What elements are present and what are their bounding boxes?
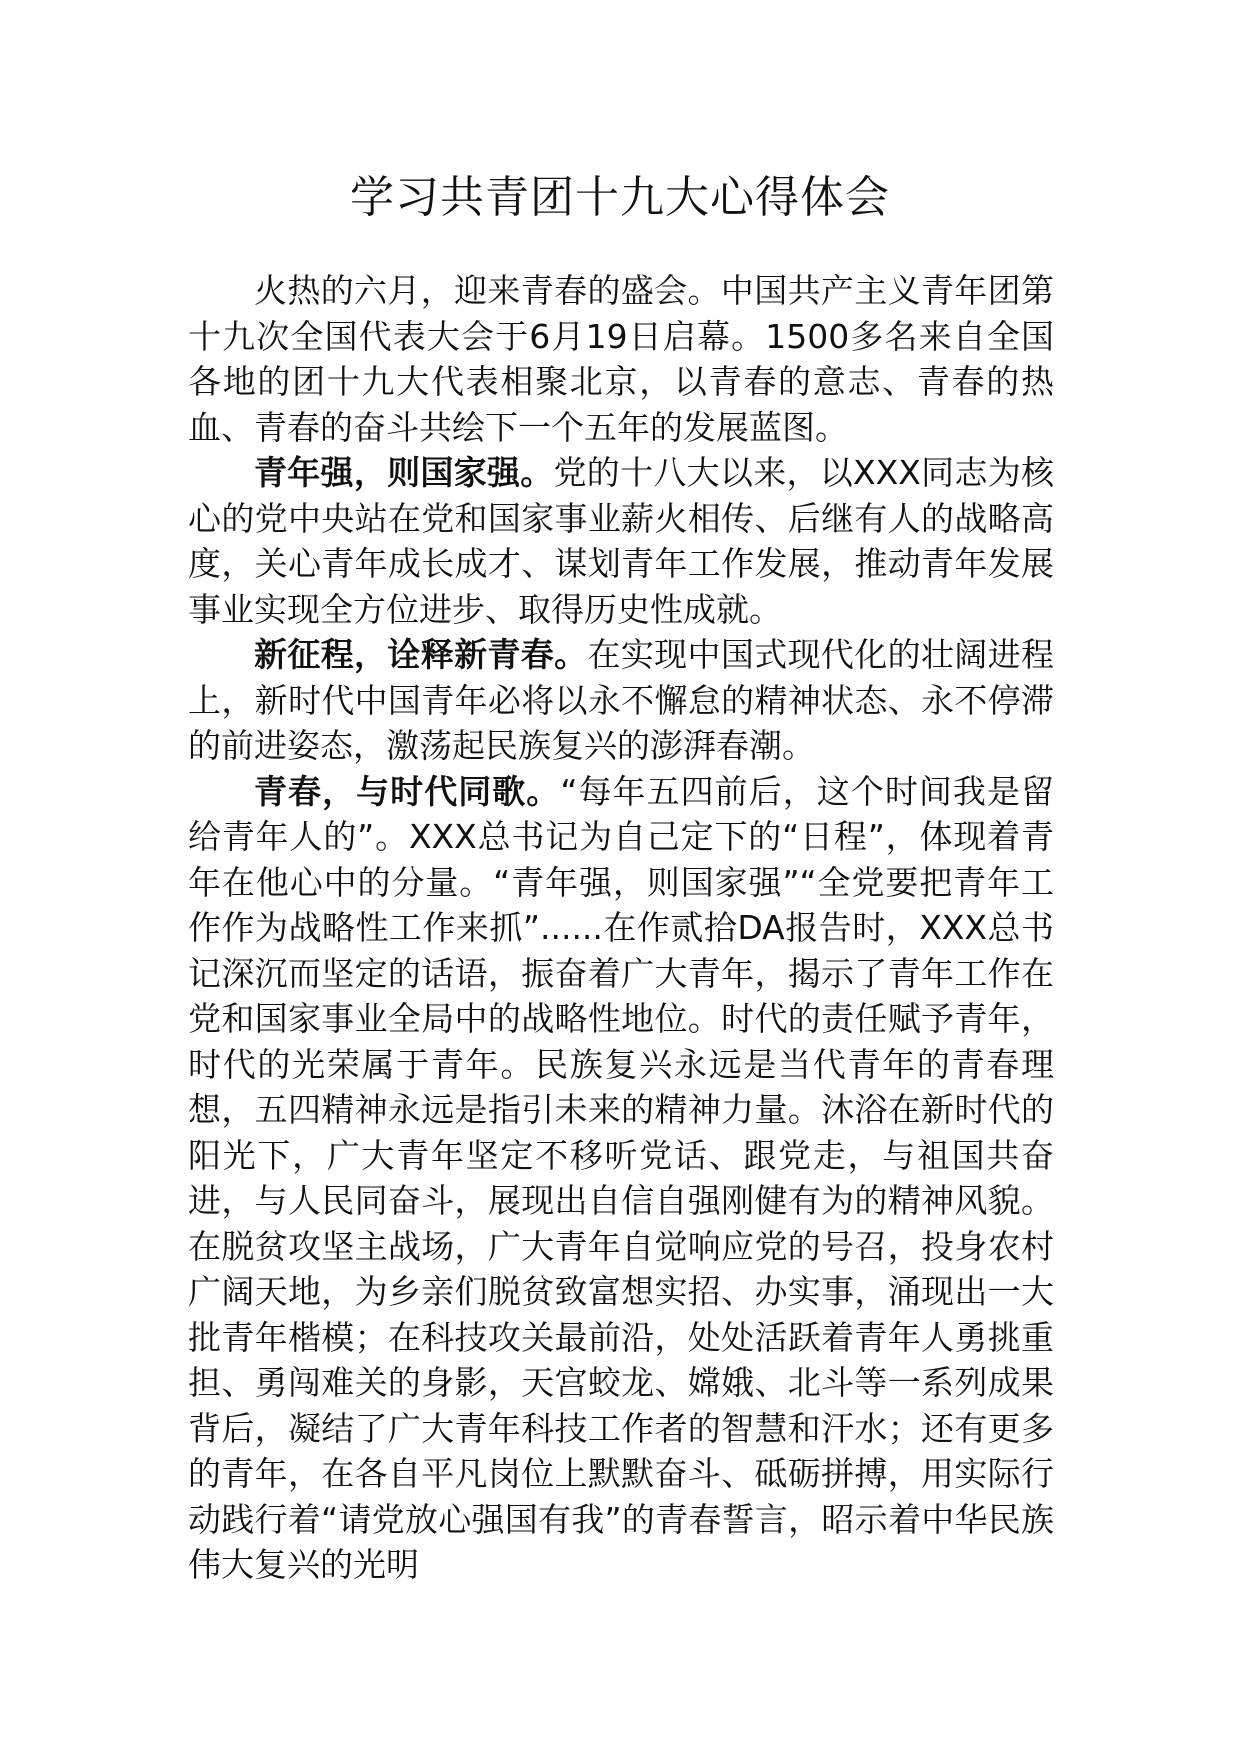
document-body (188, 268, 1054, 1588)
paragraph-opening (188, 268, 1054, 450)
paragraph-youth-strong (188, 450, 1054, 632)
paragraph-lead: 青春，与时代同歌。 (254, 771, 561, 811)
paragraph-text: “每年五四前后，这个时间我是留给青年人的”。XXX总书记为自己定下的“日程”，体现着青年在他心中的分量。“青年强，则国家强”“全党要把青年工作作为战略性工作来抓”......在作贰拾DA报告时，XXX总书记深沉而坚定的话语，振奋着广大青年，揭示了青年工作在党和国家事业全局中的战略性地位。时代的责任赋予青年，时代的光荣属于青年。民族复兴永远是当代青年的青春理想，五四精神永远是指引未来的精神力量。沐浴在新时代的阳光下，广大青年坚定不移听党话、跟党走，与祖国共奋进，与人民同奋斗，展现出自信自强刚健有为的精神风貌。在脱贫攻坚主战场，广大青年自觉响应党的号召，投身农村广阔天地，为乡亲们脱贫致富想实招、办实事，涌现出一大批青年楷模；在科技攻关最前沿，处处活跃着青年人勇挑重担、勇闯难关的身影，天宫蛟龙、嫦娥、北斗等一系列成果背后，凝结了广大青年科技工作者的智慧和汗水；还有更多的青年，在各自平凡岗位上默默奋斗、砥砺拼搏，用实际行动践行着“请党放心强国有我”的青春誓言，昭示着中华民族伟大复兴的光明 (188, 771, 1054, 1584)
paragraph-lead: 新征程，诠释新青春。 (254, 635, 588, 674)
paragraph-text: 党的十八大以来，以XXX同志为核心的党中央站在党和国家事业薪火相传、后继有人的战略高度，关心青年成长成才、谋划青年工作发展，推动青年发展事业实现全方位进步、取得历史性成就。 (188, 453, 1054, 629)
paragraph-new-journey (188, 632, 1054, 769)
paragraph-youth-era (188, 769, 1054, 1588)
paragraph-lead: 青年强，则国家强。 (254, 453, 554, 492)
paragraph-text: 在实现中国式现代化的壮阔进程上，新时代中国青年必将以永不懈怠的精神状态、永不停滞的前进姿态，激荡起民族复兴的澎湃春潮。 (188, 635, 1055, 765)
document-title: 学习共青团十九大心得体会 (350, 172, 890, 223)
paragraph-text: 火热的六月，迎来青春的盛会。中国共产主义青年团第十九次全国代表大会于6月19日启幕。1500多名来自全国各地的团十九大代表相聚北京，以青春的意志、青春的热血、青春的奋斗共绘下一个五年的发展蓝图。 (188, 271, 1054, 447)
